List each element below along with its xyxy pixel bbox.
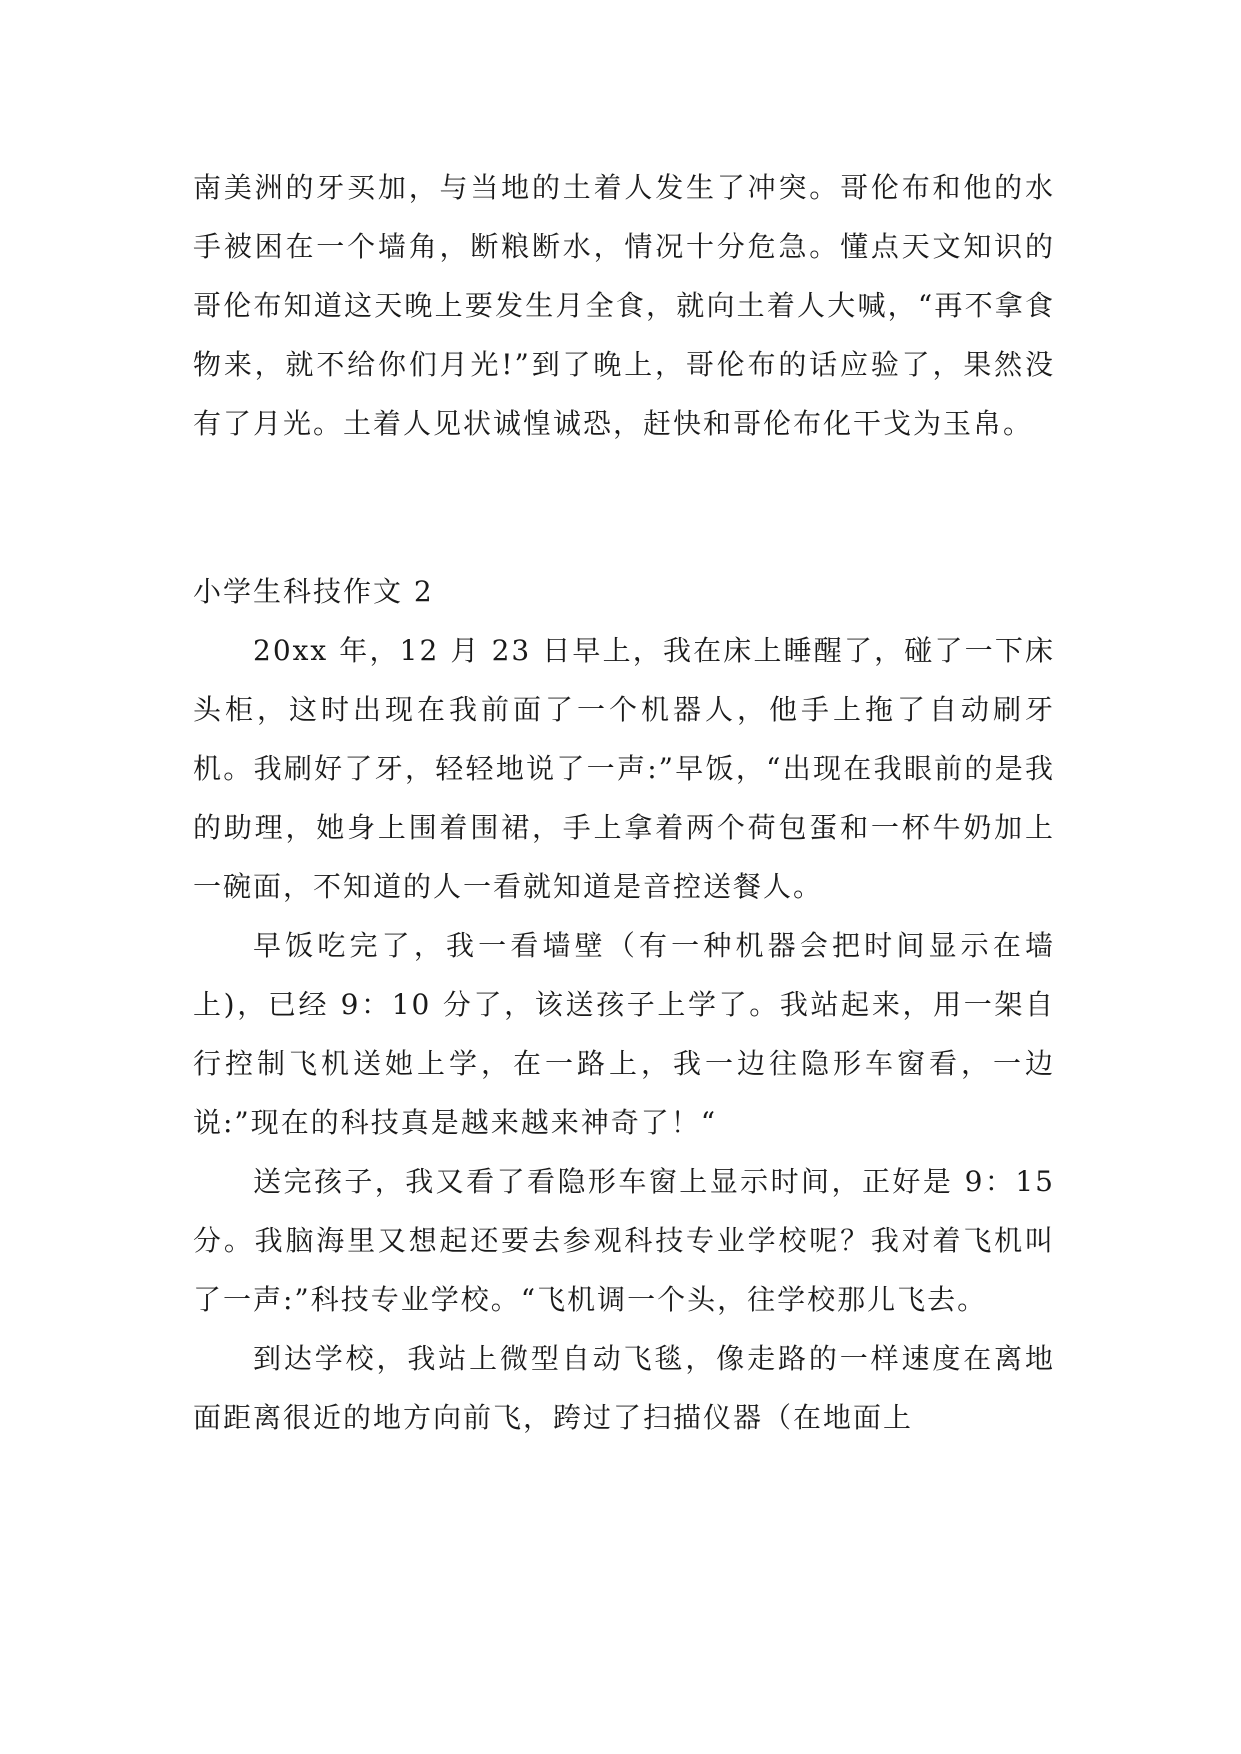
essay-paragraph-1: 20xx 年，12 月 23 日早上，我在床上睡醒了，碰了一下床头柜，这时出现在我前面了一个机器人，他手上拖了自动刷牙机。我刷好了牙，轻轻地说了一声:”早饭，“出现在我眼前的是我的助理，她身上围着围裙，手上拿着两个荷包蛋和一杯牛奶加上一碗面，不知道的人一看就知道是音控送餐人。 — [193, 634, 1055, 903]
essay-paragraph-2: 早饭吃完了，我一看墙壁（有一种机器会把时间显示在墙上)，已经 9：10 分了，该送孩子上学了。我站起来，用一架自行控制飞机送她上学，在一路上，我一边往隐形车窗看，一边说:”现在的科技真是越来越来神奇了！“ — [193, 929, 1055, 1139]
essay-body — [193, 621, 1055, 1447]
essay-paragraph-4: 到达学校，我站上微型自动飞毯，像走路的一样速度在离地面距离很近的地方向前飞，跨过了扫描仪器（在地面上 — [193, 1342, 1055, 1434]
essay-title: 小学生科技作文 2 — [193, 575, 434, 608]
continued-paragraph-block — [193, 158, 1055, 453]
continued-paragraph: 南美洲的牙买加，与当地的土着人发生了冲突。哥伦布和他的水手被困在一个墙角，断粮断水，情况十分危急。懂点天文知识的哥伦布知道这天晚上要发生月全食，就向土着人大喊，“再不拿食物来，就不给你们月光!”到了晚上，哥伦布的话应验了，果然没有了月光。土着人见状诚惶诚恐，赶快和哥伦布化干戈为玉帛。 — [193, 171, 1055, 440]
essay-paragraph-3: 送完孩子，我又看了看隐形车窗上显示时间，正好是 9：15 分。我脑海里又想起还要去参观科技专业学校呢？我对着飞机叫了一声:”科技专业学校。“飞机调一个头，往学校那儿飞去。 — [193, 1165, 1055, 1316]
